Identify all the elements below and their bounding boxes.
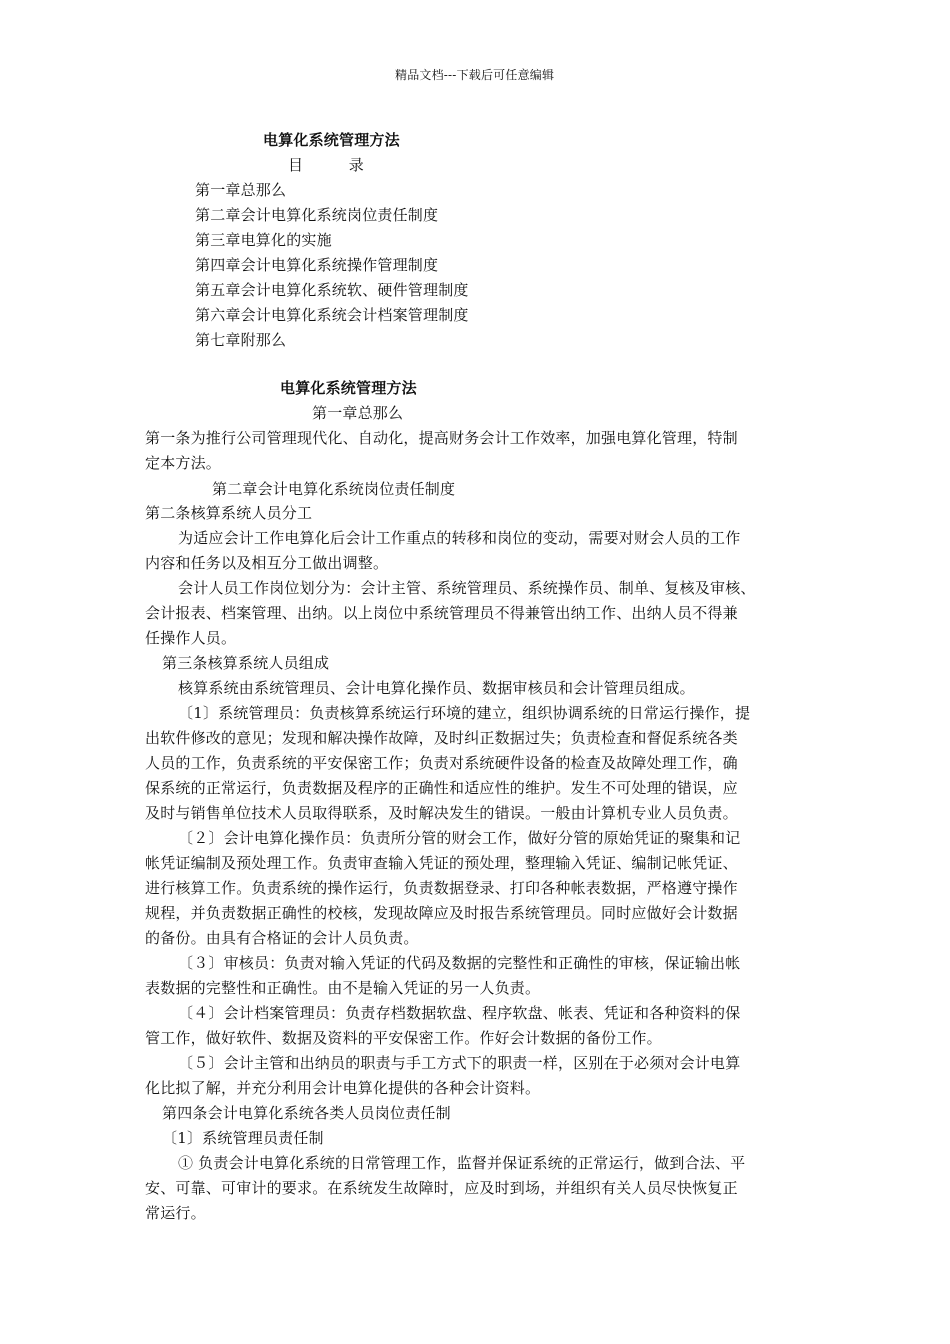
paragraph-line: 表数据的完整性和正确性。由不是输入凭证的另一人负责。	[145, 979, 541, 997]
chapter-heading: 第二章会计电算化系统岗位责任制度	[212, 480, 456, 498]
section-heading: 〔1〕系统管理员责任制	[162, 1129, 324, 1147]
paragraph-line: 规程，并负责数据正确性的校核，发现故障应及时报告系统管理员。同时应做好会计数据	[145, 904, 738, 922]
chapter-heading: 第一章总那么	[312, 404, 404, 422]
paragraph-line: 内容和任务以及相互分工做出调整。	[145, 554, 389, 572]
paragraph-line: ① 负责会计电算化系统的日常管理工作，监督并保证系统的正常运行，做到合法、平	[178, 1154, 746, 1172]
paragraph-line: 常运行。	[145, 1204, 206, 1222]
toc-item: 第六章会计电算化系统会计档案管理制度	[195, 306, 469, 324]
toc-item: 第三章电算化的实施	[195, 231, 332, 249]
paragraph-line: 的备份。由具有合格证的会计人员负责。	[145, 929, 419, 947]
toc-title: 电算化系统管理方法	[263, 131, 400, 149]
paragraph-line: 核算系统由系统管理员、会计电算化操作员、数据审核员和会计管理员组成。	[178, 679, 695, 697]
paragraph-line: 人员的工作，负责系统的平安保密工作；负责对系统硬件设备的检查及故障处理工作，确	[145, 754, 738, 772]
toc-item: 第四章会计电算化系统操作管理制度	[195, 256, 439, 274]
paragraph-line: 第一条为推行公司管理现代化、自动化，提高财务会计工作效率，加强电算化管理，特制	[145, 429, 738, 447]
article-heading: 第三条核算系统人员组成	[162, 654, 330, 672]
document-title: 电算化系统管理方法	[280, 379, 417, 397]
page-header: 精品文档---下载后可任意编辑	[395, 68, 555, 82]
paragraph-line: 帐凭证编制及预处理工作。负责审查输入凭证的预处理，整理输入凭证、编制记帐凭证、	[145, 854, 738, 872]
toc-item: 第二章会计电算化系统岗位责任制度	[195, 206, 439, 224]
paragraph-line: 进行核算工作。负责系统的操作运行，负责数据登录、打印各种帐表数据，严格遵守操作	[145, 879, 738, 897]
toc-item: 第七章附那么	[195, 331, 287, 349]
paragraph-line: 〔２〕会计电算化操作员：负责所分管的财会工作，做好分管的原始凭证的聚集和记	[178, 829, 741, 847]
paragraph-line: 任操作人员。	[145, 629, 237, 647]
article-heading: 第四条会计电算化系统各类人员岗位责任制	[162, 1104, 451, 1122]
paragraph-line: 化比拟了解，并充分利用会计电算化提供的各种会计资料。	[145, 1079, 541, 1097]
paragraph-line: 出软件修改的意见；发现和解决操作故障，及时纠正数据过失；负责检查和督促系统各类	[145, 729, 738, 747]
paragraph-line: 保系统的正常运行，负责数据及程序的正确性和适应性的维护。发生不可处理的错误，应	[145, 779, 738, 797]
article-heading: 第二条核算系统人员分工	[145, 504, 313, 522]
paragraph-line: 管工作，做好软件、数据及资料的平安保密工作。作好会计数据的备份工作。	[145, 1029, 662, 1047]
toc-item: 第一章总那么	[195, 181, 287, 199]
paragraph-line: 安、可靠、可审计的要求。在系统发生故障时，应及时到场，并组织有关人员尽快恢复正	[145, 1179, 738, 1197]
paragraph-line: 及时与销售单位技术人员取得联系，及时解决发生的错误。一般由计算机专业人员负责。	[145, 804, 738, 822]
paragraph-line: 会计报表、档案管理、出纳。以上岗位中系统管理员不得兼管出纳工作、出纳人员不得兼	[145, 604, 738, 622]
paragraph-line: 〔５〕会计主管和出纳员的职责与手工方式下的职责一样，区别在于必须对会计电算	[178, 1054, 741, 1072]
paragraph-line: 〔３〕审核员：负责对输入凭证的代码及数据的完整性和正确性的审核，保证输出帐	[178, 954, 741, 972]
paragraph-line: 定本方法。	[145, 454, 222, 472]
paragraph-line: 为适应会计工作电算化后会计工作重点的转移和岗位的变动，需要对财会人员的工作	[178, 529, 741, 547]
paragraph-line: 〔４〕会计档案管理员：负责存档数据软盘、程序软盘、帐表、凭证和各种资料的保	[178, 1004, 741, 1022]
paragraph-line: 〔1〕系统管理员：负责核算系统运行环境的建立，组织协调系统的日常运行操作，提	[178, 704, 751, 722]
toc-item: 第五章会计电算化系统软、硬件管理制度	[195, 281, 469, 299]
paragraph-line: 会计人员工作岗位划分为：会计主管、系统管理员、系统操作员、制单、复核及审核、	[178, 579, 756, 597]
toc-heading: 目 录	[288, 156, 365, 174]
